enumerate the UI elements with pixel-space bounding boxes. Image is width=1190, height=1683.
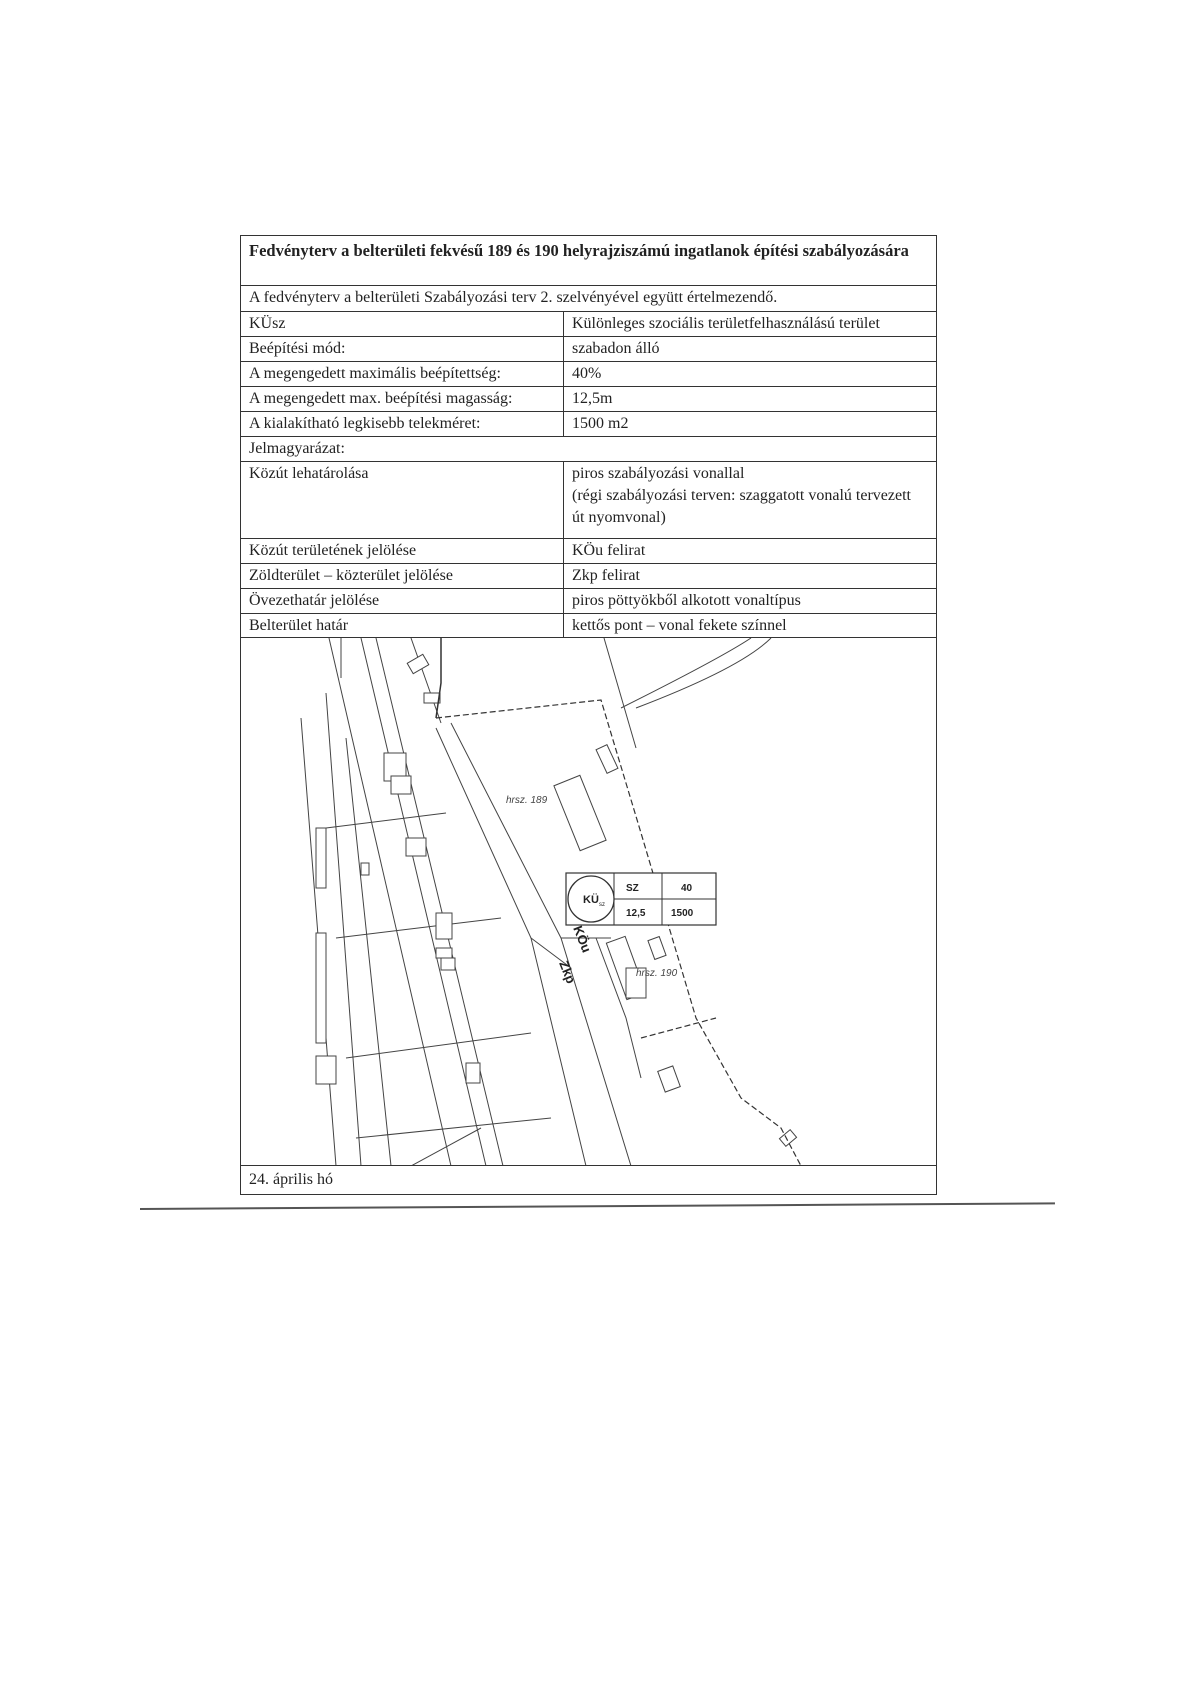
legend-label: Közút lehatárolása bbox=[249, 465, 369, 482]
note-row bbox=[241, 286, 936, 312]
param-row bbox=[241, 337, 936, 362]
param-label: Beépítési mód: bbox=[249, 340, 346, 357]
legend-value: Zkp felirat bbox=[572, 567, 640, 584]
param-value: Különleges szociális területfelhasználású terület bbox=[572, 315, 880, 332]
param-label: A kialakítható legkisebb telekméret: bbox=[249, 415, 481, 432]
param-value: szabadon álló bbox=[572, 340, 660, 357]
param-label: A megengedett maximális beépítettség: bbox=[249, 365, 501, 382]
legend-heading: Jelmagyarázat: bbox=[249, 440, 345, 457]
build-mode: SZ bbox=[626, 883, 639, 894]
zone-symbol bbox=[566, 873, 716, 925]
cadastral-map bbox=[241, 638, 936, 1166]
param-value: 40% bbox=[572, 365, 602, 382]
legend-label: Közút területének jelölése bbox=[249, 542, 417, 559]
param-row bbox=[241, 412, 936, 437]
height-value: 12,5 bbox=[626, 908, 646, 919]
zone-code: KÜ bbox=[583, 894, 599, 906]
road-label: KÖu bbox=[570, 923, 595, 955]
legend-value: piros pöttyökből alkotott vonaltípus bbox=[572, 592, 801, 609]
min-plot-value: 1500 bbox=[671, 908, 694, 919]
legend-value-main: piros szabályozási vonallal bbox=[572, 465, 745, 482]
coverage-value: 40 bbox=[681, 883, 693, 894]
legend-row bbox=[241, 614, 936, 638]
scan-edge-line bbox=[140, 1202, 1055, 1210]
map-extract bbox=[241, 638, 936, 1166]
param-row bbox=[241, 362, 936, 387]
legend-row bbox=[241, 462, 936, 539]
legend-value bbox=[572, 463, 927, 529]
regulation-sheet bbox=[240, 235, 937, 1195]
zone-subscript: sz bbox=[599, 902, 605, 908]
legend-label: Belterület határ bbox=[249, 617, 349, 634]
legend-value: KÖu felirat bbox=[572, 542, 646, 559]
document-title: Fedvényterv a belterületi fekvésű 189 és 190 helyrajziszámú ingatlanok építési szabályozására bbox=[241, 236, 936, 286]
column-divider bbox=[563, 312, 564, 437]
legend-row bbox=[241, 589, 936, 614]
note-text: A fedvényterv a belterületi Szabályozási terv 2. szelvényével együtt értelmezendő. bbox=[249, 289, 778, 306]
legend-row bbox=[241, 564, 936, 589]
param-value: 12,5m bbox=[572, 390, 613, 407]
legend-value: kettős pont – vonal fekete színnel bbox=[572, 617, 787, 634]
legend-value-extra: (régi szabályozási terven: szaggatott vonalú tervezett út nyomvonal) bbox=[572, 487, 911, 526]
parcel-label-190: hrsz. 190 bbox=[636, 968, 678, 979]
parcel-label-189: hrsz. 189 bbox=[506, 795, 548, 806]
param-value: 1500 m2 bbox=[572, 415, 629, 432]
legend-label: Zöldterület – közterület jelölése bbox=[249, 567, 453, 584]
legend-row bbox=[241, 539, 936, 564]
document-date: 24. április hó bbox=[249, 1171, 333, 1188]
legend-heading-row bbox=[241, 437, 936, 462]
param-row bbox=[241, 387, 936, 412]
legend-label: Övezethatár jelölése bbox=[249, 592, 380, 609]
column-divider bbox=[563, 462, 564, 638]
param-label: KÜsz bbox=[249, 315, 286, 332]
green-area-label: Zkp bbox=[556, 958, 579, 986]
param-label: A megengedett max. beépítési magasság: bbox=[249, 390, 513, 407]
param-row bbox=[241, 312, 936, 337]
